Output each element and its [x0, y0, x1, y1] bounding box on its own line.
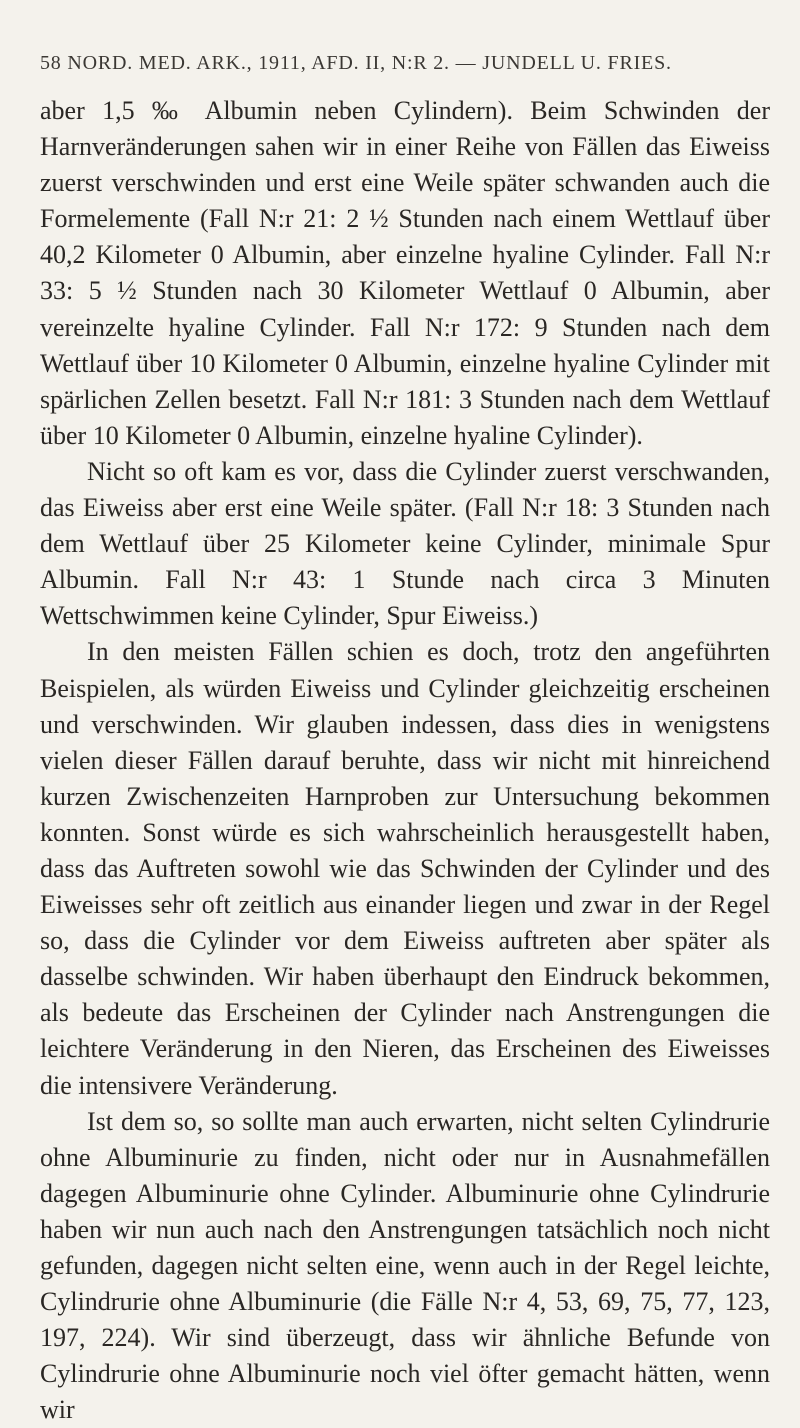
running-header: 58 NORD. MED. ARK., 1911, AFD. II, N:R 2. — JUNDELL U. FRIES.	[40, 52, 672, 74]
paragraph-2: Nicht so oft kam es vor, dass die Cylinder zuerst verschwanden, das Eiweiss aber erst eine Weile später. (Fall N:r 18: 3 Stunden nach dem Wettlauf über 25 Kilometer keine Cylinder, minimale Spur Albumin. Fall N:r 43: 1 Stunde nach circa 3 Minuten Wettschwimmen keine Cylinder, Spur Eiweiss.)	[40, 456, 770, 631]
paragraph-4: Ist dem so, so sollte man auch erwarten, nicht selten Cylindrurie ohne Albuminurie zu finden, nicht oder nur in Ausnahmefällen dagegen Albuminurie ohne Cylinder. Albuminurie ohne Cylindrurie haben wir nun auch nach den Anstrengungen tatsächlich noch nicht gefunden, dagegen nicht selten eine, wenn auch in der Regel leichte, Cylindrurie ohne Albuminurie (die Fälle N:r 4, 53, 69, 75, 77, 123, 197, 224). Wir sind überzeugt, dass wir ähnliche Befunde von Cylindrurie ohne Albuminurie noch viel öfter gemacht hätten, wenn wir	[40, 1106, 770, 1425]
body-text	[40, 93, 770, 1428]
paragraph-3: In den meisten Fällen schien es doch, trotz den angeführten Beispielen, als würden Eiweiss und Cylinder gleichzeitig erscheinen und verschwinden. Wir glauben indessen, dass dies in wenigstens vielen dieser Fällen darauf beruhte, dass wir nicht mit hinreichend kurzen Zwischenzeiten Harnproben zur Untersuchung bekommen konnten. Sonst würde es sich wahrscheinlich herausgestellt haben, dass das Auftreten sowohl wie das Schwinden der Cylinder und des Eiweisses sehr oft zeitlich aus einander liegen und zwar in der Regel so, dass die Cylinder vor dem Eiweiss auftreten aber später als dasselbe schwinden. Wir haben überhaupt den Eindruck bekommen, als bedeute das Erscheinen der Cylinder nach Anstrengungen die leichtere Veränderung in den Nieren, das Erscheinen des Eiweisses die intensivere Veränderung.	[40, 637, 770, 1100]
paragraph-1: aber 1,5 ‰ Albumin neben Cylindern). Beim Schwinden der Harnveränderungen sahen wir in einer Reihe von Fällen das Eiweiss zuerst verschwinden und erst eine Weile später schwanden auch die Formelemente (Fall N:r 21: 2 ½ Stunden nach einem Wettlauf über 40,2 Kilometer 0 Albumin, aber einzelne hyaline Cylinder. Fall N:r 33: 5 ½ Stunden nach 30 Kilometer Wettlauf 0 Albumin, aber vereinzelte hyaline Cylinder. Fall N:r 172: 9 Stunden nach dem Wettlauf über 10 Kilometer 0 Albumin, einzelne hyaline Cylinder mit spärlichen Zellen besetzt. Fall N:r 181: 3 Stunden nach dem Wettlauf über 10 Kilometer 0 Albumin, einzelne hyaline Cylinder).	[40, 96, 770, 450]
page	[40, 52, 770, 1428]
